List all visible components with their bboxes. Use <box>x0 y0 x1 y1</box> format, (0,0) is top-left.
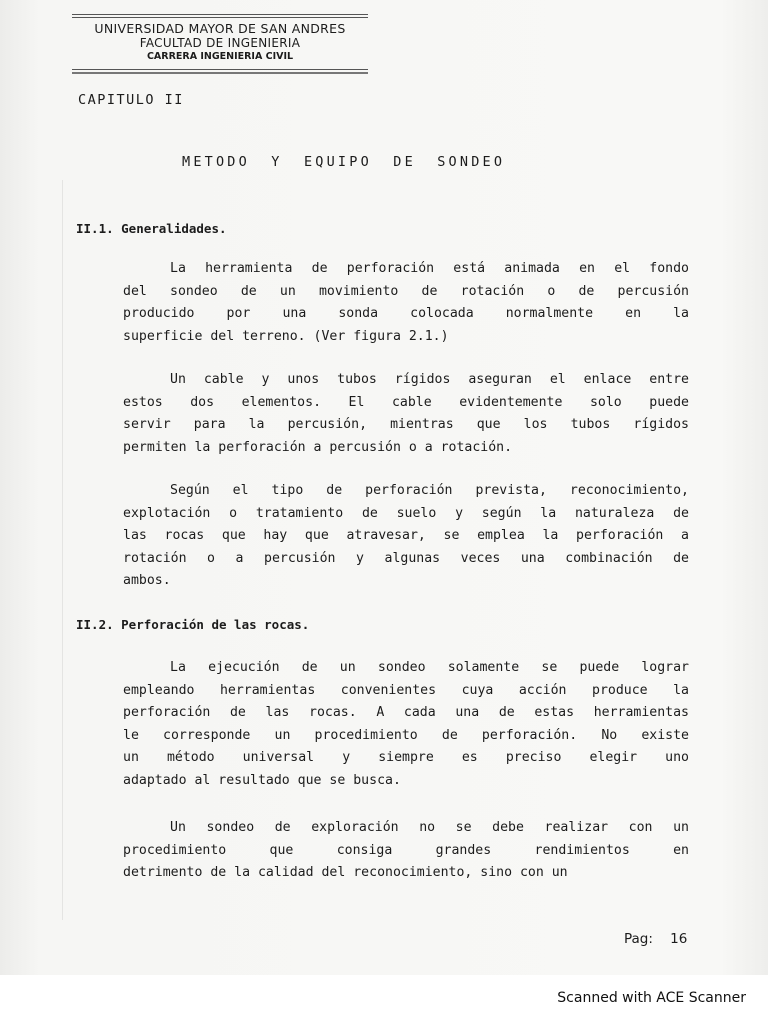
text-line: las rocas que hay que atravesar, se emplea la perforación a <box>123 528 689 543</box>
text-line: producido por una sonda colocada normalmente en la <box>123 306 689 321</box>
paragraph-1-2 <box>123 369 689 459</box>
career-name: CARRERA INGENIERIA CIVIL <box>146 51 294 62</box>
chapter-title: METODO Y EQUIPO DE SONDEO <box>182 154 506 170</box>
header-rule-bottom <box>72 69 368 70</box>
text-line: explotación o tratamiento de suelo y según la naturaleza de <box>123 505 689 521</box>
scanner-watermark: Scanned with ACE Scanner <box>557 990 746 1006</box>
text-line: procedimiento que consiga grandes rendimientos en <box>123 842 689 858</box>
text-line: La herramienta de perforación está animada en el fondo <box>170 261 689 276</box>
page-shadow <box>62 180 63 920</box>
faculty-name: FACULTAD DE INGENIERIA <box>139 36 301 50</box>
text-line: Un sondeo de exploración no se debe realizar con un <box>170 820 689 835</box>
text-line: La ejecución de un sondeo solamente se puede lograr <box>170 660 689 675</box>
text-line: Un cable y unos tubos rígidos aseguran el enlace entre <box>170 372 689 387</box>
page-label: Pag: <box>624 931 653 947</box>
text-line: empleando herramientas convenientes cuya acción produce la <box>123 682 689 698</box>
paragraph-1-3 <box>123 480 689 593</box>
text-line: adaptado al resultado que se busca. <box>123 772 401 788</box>
text-line: ambos. <box>123 573 171 588</box>
text-line: servir para la percusión, mientras que los tubos rígidos <box>123 417 689 432</box>
university-name: UNIVERSIDAD MAYOR DE SAN ANDRES <box>94 21 346 36</box>
section-heading-2: II.2. Perforación de las rocas. <box>76 617 310 632</box>
paragraph-2-1 <box>123 657 689 792</box>
paragraph-2-2 <box>123 817 689 885</box>
page-number <box>624 931 687 947</box>
section-heading-1: II.1. Generalidades. <box>76 221 227 236</box>
text-line: rotación o a percusión y algunas veces una combinación de <box>123 550 689 566</box>
header-rule-top <box>72 14 368 15</box>
chapter-label: CAPITULO II <box>78 92 184 108</box>
text-line: superficie del terreno. (Ver figura 2.1.) <box>123 328 449 344</box>
text-line: perforación de las rocas. A cada una de estas herramientas <box>123 705 689 720</box>
text-line: le corresponde un procedimiento de perforación. No existe <box>123 727 689 743</box>
header-rule-top-2 <box>72 17 368 18</box>
page-number-value: 16 <box>670 931 688 947</box>
text-line: permiten la perforación a percusión o a rotación. <box>123 439 513 455</box>
text-line: detrimento de la calidad del reconocimiento, sino con un <box>123 865 568 880</box>
text-line: un método universal y siempre es preciso elegir uno <box>123 750 689 765</box>
paragraph-1-1 <box>123 258 689 348</box>
text-line: del sondeo de un movimiento de rotación o de percusión <box>123 283 689 299</box>
text-line: estos dos elementos. El cable evidentemente solo puede <box>123 394 689 410</box>
text-line: Según el tipo de perforación prevista, reconocimiento, <box>170 483 689 498</box>
header-rule-bottom-2 <box>72 72 368 74</box>
